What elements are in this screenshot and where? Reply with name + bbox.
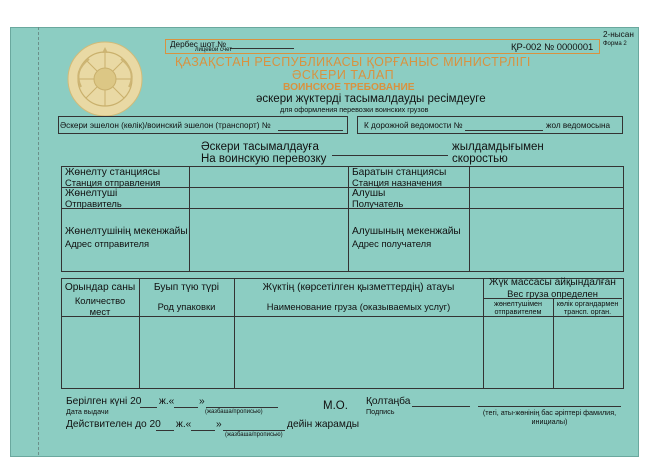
waybill-number-field[interactable] <box>465 130 543 131</box>
signature-label: Қолтаңба <box>366 396 411 407</box>
transport-label-kk: Әскери тасымалдауға <box>201 141 319 153</box>
transport-speed-field[interactable] <box>332 155 448 156</box>
col-places-kk: Орындар саны <box>64 282 136 293</box>
issued-year-mark: ж.« <box>159 396 175 407</box>
account-number-line[interactable] <box>230 48 294 49</box>
receiver-label: Алушы <box>352 188 386 199</box>
destination-station-label-ru: Станция назначения <box>352 177 442 188</box>
issued-month-hint: (жазбаша/прописью) <box>205 409 263 415</box>
valid-until-label: Действителен до 20 <box>66 419 161 430</box>
account-label: Дербес шот № <box>170 40 226 49</box>
valid-year-field[interactable] <box>156 430 174 431</box>
sub-by-sender-kk: жөнелтушімен <box>494 299 542 308</box>
ministry-title: ҚАЗАҚСТАН РЕСПУБЛИКАСЫ ҚОРҒАНЫС МИНИСТРЛІГІ <box>175 55 531 69</box>
sub-by-sender-ru: отправителем <box>494 307 542 316</box>
form-number-kk: 2-нысан <box>603 30 634 39</box>
requirement-title-ru: ВОИНСКОЕ ТРЕБОВАНИЕ <box>283 82 415 93</box>
transport-label-ru: На воинскую перевозку <box>201 153 327 165</box>
departure-station-label-ru: Станция отправления <box>65 177 161 188</box>
issued-day-field[interactable] <box>174 407 198 408</box>
sender-address-label-ru: Адрес отправителя <box>65 238 150 249</box>
form-number-ru: Форма 2 <box>603 41 627 47</box>
waybill-label: К дорожной ведомости № <box>364 121 463 130</box>
receiver-label-ru: Получатель <box>352 198 404 209</box>
state-emblem-icon <box>67 41 143 117</box>
col-name-kk: Жүктің (көрсетілген қызметтердің) атауы <box>262 282 455 293</box>
waybill-label-suffix: жол ведомосына <box>546 121 611 130</box>
valid-day-field[interactable] <box>191 430 215 431</box>
issued-quote-close: » <box>199 396 205 407</box>
signature-field[interactable] <box>412 406 470 407</box>
col-places-ru2: мест <box>89 306 111 317</box>
col-weight-ru: Вес груза определен <box>507 288 598 299</box>
transport-suffix-ru: скоростью <box>452 153 508 165</box>
perforation-line <box>38 27 39 455</box>
transport-suffix-kk: жылдамдығымен <box>452 141 544 153</box>
sub-by-transport-kk: көлік органдармен <box>556 299 619 308</box>
signature-label-ru: Подпись <box>366 407 395 416</box>
col-places-ru1: Количество <box>74 295 126 306</box>
destination-station-label: Баратын станциясы <box>352 167 447 178</box>
sender-address-label: Жөнелтушінің мекенжайы <box>65 226 188 237</box>
sender-label: Жөнелтуші <box>65 188 118 199</box>
departure-station-label: Жөнелту станциясы <box>65 167 161 178</box>
valid-year-mark: ж.« <box>176 419 192 430</box>
requirement-title-kk: ӘСКЕРИ ТАЛАП <box>292 68 395 82</box>
issued-year-field[interactable] <box>140 407 157 408</box>
receiver-address-label-ru: Адрес получателя <box>352 238 432 249</box>
valid-until-suffix: дейін жарамды <box>287 419 360 430</box>
stamp-place: М.О. <box>323 400 348 412</box>
col-name-ru: Наименование груза (оказываемых услуг) <box>266 301 451 312</box>
sender-label-ru: Отправитель <box>65 198 122 209</box>
issued-month-field[interactable] <box>206 407 278 408</box>
form-series-number: ҚР-002 № 0000001 <box>511 41 594 52</box>
col-weight-kk: Жүк массасы айқындалған <box>489 277 616 288</box>
issued-date-label: Берілген күні 20 <box>66 396 142 407</box>
valid-month-field[interactable] <box>223 430 285 431</box>
valid-month-hint: (жазбаша/прописью) <box>225 432 283 438</box>
issued-date-label-ru: Дата выдачи <box>66 407 109 416</box>
receiver-address-label: Алушының мекенжайы <box>352 226 461 237</box>
sub-by-transport-ru: трансп. орган. <box>563 307 612 316</box>
signer-name-hint: (тегі, аты-жөнінің бас әріптері фамилия, инициалы) <box>482 408 617 426</box>
col-packing-kk: Буып түю түрі <box>153 282 220 293</box>
purpose-kk: әскери жүктерді тасымалдауды ресімдеуге <box>256 93 486 105</box>
valid-quote-close: » <box>216 419 222 430</box>
signer-name-field[interactable] <box>478 406 621 407</box>
echelon-number-field[interactable] <box>278 130 343 131</box>
purpose-ru: для оформления перевозки воинских грузов <box>280 105 429 114</box>
col-packing-ru: Род упаковки <box>157 301 216 312</box>
account-label-ru: лицевой счет <box>195 47 232 53</box>
echelon-label: Әскери эшелон (көлік)/воинский эшелон (транспорт) № <box>60 121 271 130</box>
